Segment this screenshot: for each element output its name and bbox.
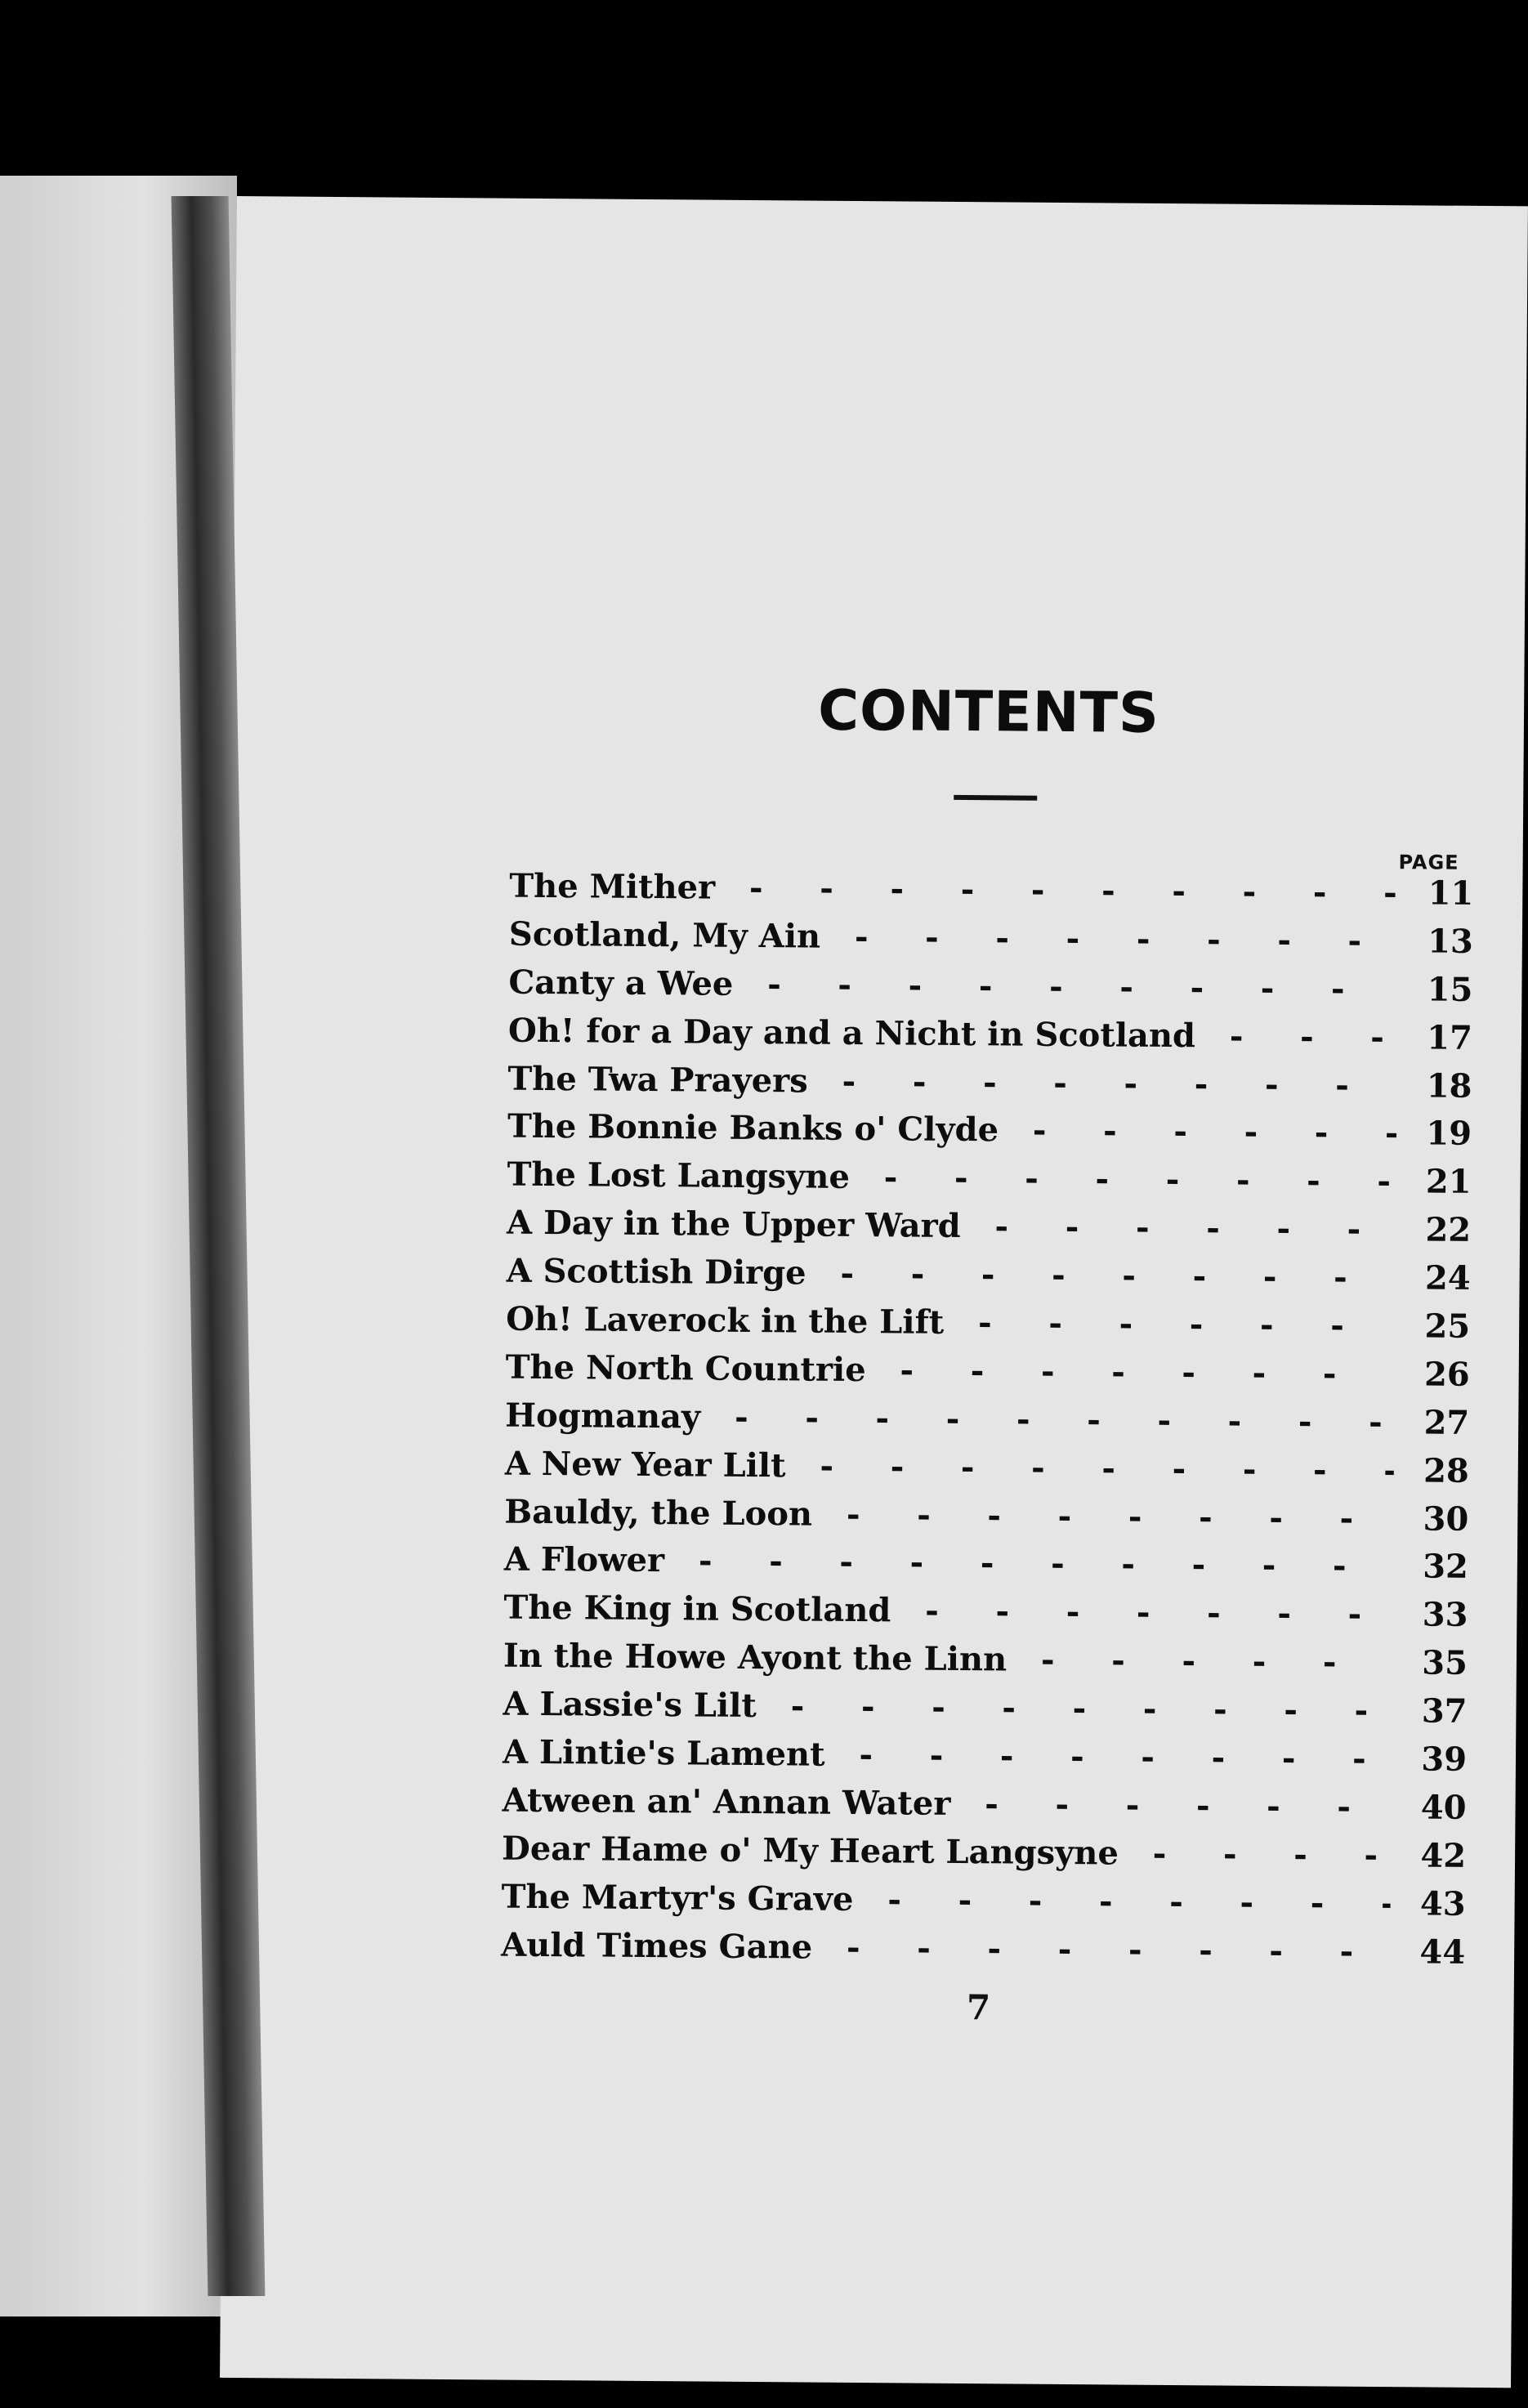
toc-entry [503, 1637, 1484, 1692]
toc-entry-page: 19 [1426, 1114, 1472, 1154]
toc-entry-page: 33 [1422, 1595, 1468, 1635]
toc-leader [865, 1880, 1391, 1923]
toc-leader [877, 1351, 1394, 1393]
toc-entry [504, 1492, 1485, 1548]
toc-entry-page: 28 [1423, 1451, 1469, 1490]
toc-entry-page: 17 [1427, 1018, 1473, 1057]
toc-entry-title: Hogmanay [505, 1396, 701, 1436]
toc-entry-page: 11 [1427, 873, 1474, 913]
toc-entry [503, 1588, 1484, 1644]
toc-entry [501, 1877, 1481, 1932]
toc-entry-page: 27 [1423, 1403, 1470, 1442]
page-title: CONTENTS [817, 678, 1160, 746]
toc-entry-page: 18 [1426, 1066, 1472, 1106]
toc-entry-title: The Bonnie Banks o' Clyde [507, 1107, 999, 1150]
toc-entry [503, 1685, 1483, 1740]
toc-entry-title: Oh! for a Day and a Nicht in Scotland [507, 1011, 1196, 1055]
toc-leader [820, 1061, 1397, 1105]
toc-entry-title: Atween an' Annan Water [502, 1780, 951, 1823]
toc-leader [972, 1207, 1396, 1249]
toc-leader [1207, 1016, 1397, 1057]
toc-entry [507, 1155, 1487, 1211]
toc-entry-title: A New Year Lilt [504, 1444, 786, 1485]
toc-leader [712, 1397, 1394, 1441]
toc-entry-title: The Twa Prayers [507, 1059, 808, 1101]
toc-entry-title: The Lost Langsyne [507, 1155, 851, 1197]
toc-entry [508, 963, 1489, 1018]
toc-entry-title: Dear Hame o' My Heart Langsyne [501, 1829, 1119, 1873]
toc-entry [506, 1300, 1486, 1356]
toc-entry [502, 1829, 1482, 1884]
toc-entry-title: Scotland, My Ain [508, 914, 821, 956]
toc-entry [504, 1540, 1485, 1596]
toc-entry-title: The Mither [509, 866, 716, 907]
page-column-heading: PAGE [1398, 851, 1459, 874]
toc-leader [955, 1303, 1395, 1345]
toc-entry-title: In the Howe Ayont the Linn [503, 1636, 1007, 1679]
toc-entry-title: Auld Times Gane [501, 1925, 813, 1967]
toc-entry-page: 22 [1425, 1210, 1472, 1250]
toc-entry [501, 1925, 1481, 1981]
toc-leader [824, 1494, 1394, 1537]
toc-entry-title: A Lintie's Lament [502, 1732, 825, 1774]
toc-entry-title: The North Countrie [505, 1347, 866, 1389]
toc-entry [508, 1011, 1489, 1066]
toc-leader [861, 1158, 1396, 1200]
toc-entry [509, 867, 1490, 923]
toc-entry-page: 32 [1423, 1547, 1469, 1587]
toc-entry [505, 1444, 1486, 1499]
toc-entry-title: Bauldy, the Loon [504, 1492, 813, 1534]
toc-leader [1018, 1641, 1392, 1682]
toc-entry-page: 13 [1427, 922, 1474, 961]
toc-leader [726, 869, 1399, 912]
toc-entry [509, 915, 1490, 971]
toc-entry-page: 25 [1424, 1307, 1471, 1346]
toc-entry-page: 21 [1425, 1162, 1472, 1202]
toc-entry-title: Oh! Laverock in the Lift [506, 1299, 945, 1342]
toc-entry-page: 43 [1419, 1884, 1466, 1923]
toc-entry [505, 1396, 1486, 1451]
toc-leader [1130, 1834, 1392, 1874]
toc-entry-page: 24 [1424, 1258, 1471, 1298]
toc-leader [1010, 1111, 1396, 1153]
table-of-contents [501, 867, 1490, 1981]
toc-entry-page: 44 [1419, 1932, 1466, 1972]
toc-leader [676, 1542, 1393, 1586]
toc-entry [505, 1348, 1486, 1404]
toc-entry-page: 37 [1421, 1691, 1468, 1731]
page-number: 7 [966, 1987, 991, 2028]
page-content [476, 198, 1495, 2085]
toc-entry-title: A Lassie's Lilt [503, 1684, 757, 1726]
toc-entry [507, 1107, 1488, 1163]
toc-leader [836, 1736, 1392, 1778]
title-rule [954, 795, 1037, 801]
toc-entry-page: 35 [1422, 1643, 1468, 1683]
toc-entry-page: 30 [1423, 1499, 1469, 1539]
toc-leader [744, 965, 1397, 1008]
toc-leader [824, 1928, 1390, 1970]
toc-entry-page: 42 [1420, 1836, 1467, 1875]
toc-entry [507, 1059, 1488, 1115]
toc-entry-title: A Day in the Upper Ward [506, 1203, 961, 1246]
toc-entry [502, 1781, 1482, 1837]
toc-entry-page: 15 [1427, 970, 1473, 1009]
toc-entry [507, 1204, 1487, 1259]
toc-entry-title: A Scottish Dirge [506, 1251, 806, 1293]
toc-leader [817, 1254, 1395, 1298]
toc-entry-title: Canty a Wee [508, 963, 734, 1003]
toc-leader [797, 1446, 1394, 1490]
toc-leader [962, 1785, 1392, 1826]
toc-leader [768, 1686, 1392, 1730]
toc-entry-page: 40 [1420, 1788, 1467, 1827]
toc-leader [832, 918, 1398, 960]
toc-entry-page: 39 [1421, 1740, 1468, 1779]
toc-entry-title: The King in Scotland [503, 1588, 891, 1630]
toc-entry [503, 1733, 1483, 1789]
contents-page [220, 196, 1528, 2388]
toc-entry-title: The Martyr's Grave [501, 1877, 854, 1919]
toc-entry-title: A Flower [503, 1540, 665, 1580]
toc-entry [506, 1252, 1486, 1307]
toc-entry-page: 26 [1423, 1355, 1470, 1394]
toc-leader [902, 1592, 1392, 1634]
